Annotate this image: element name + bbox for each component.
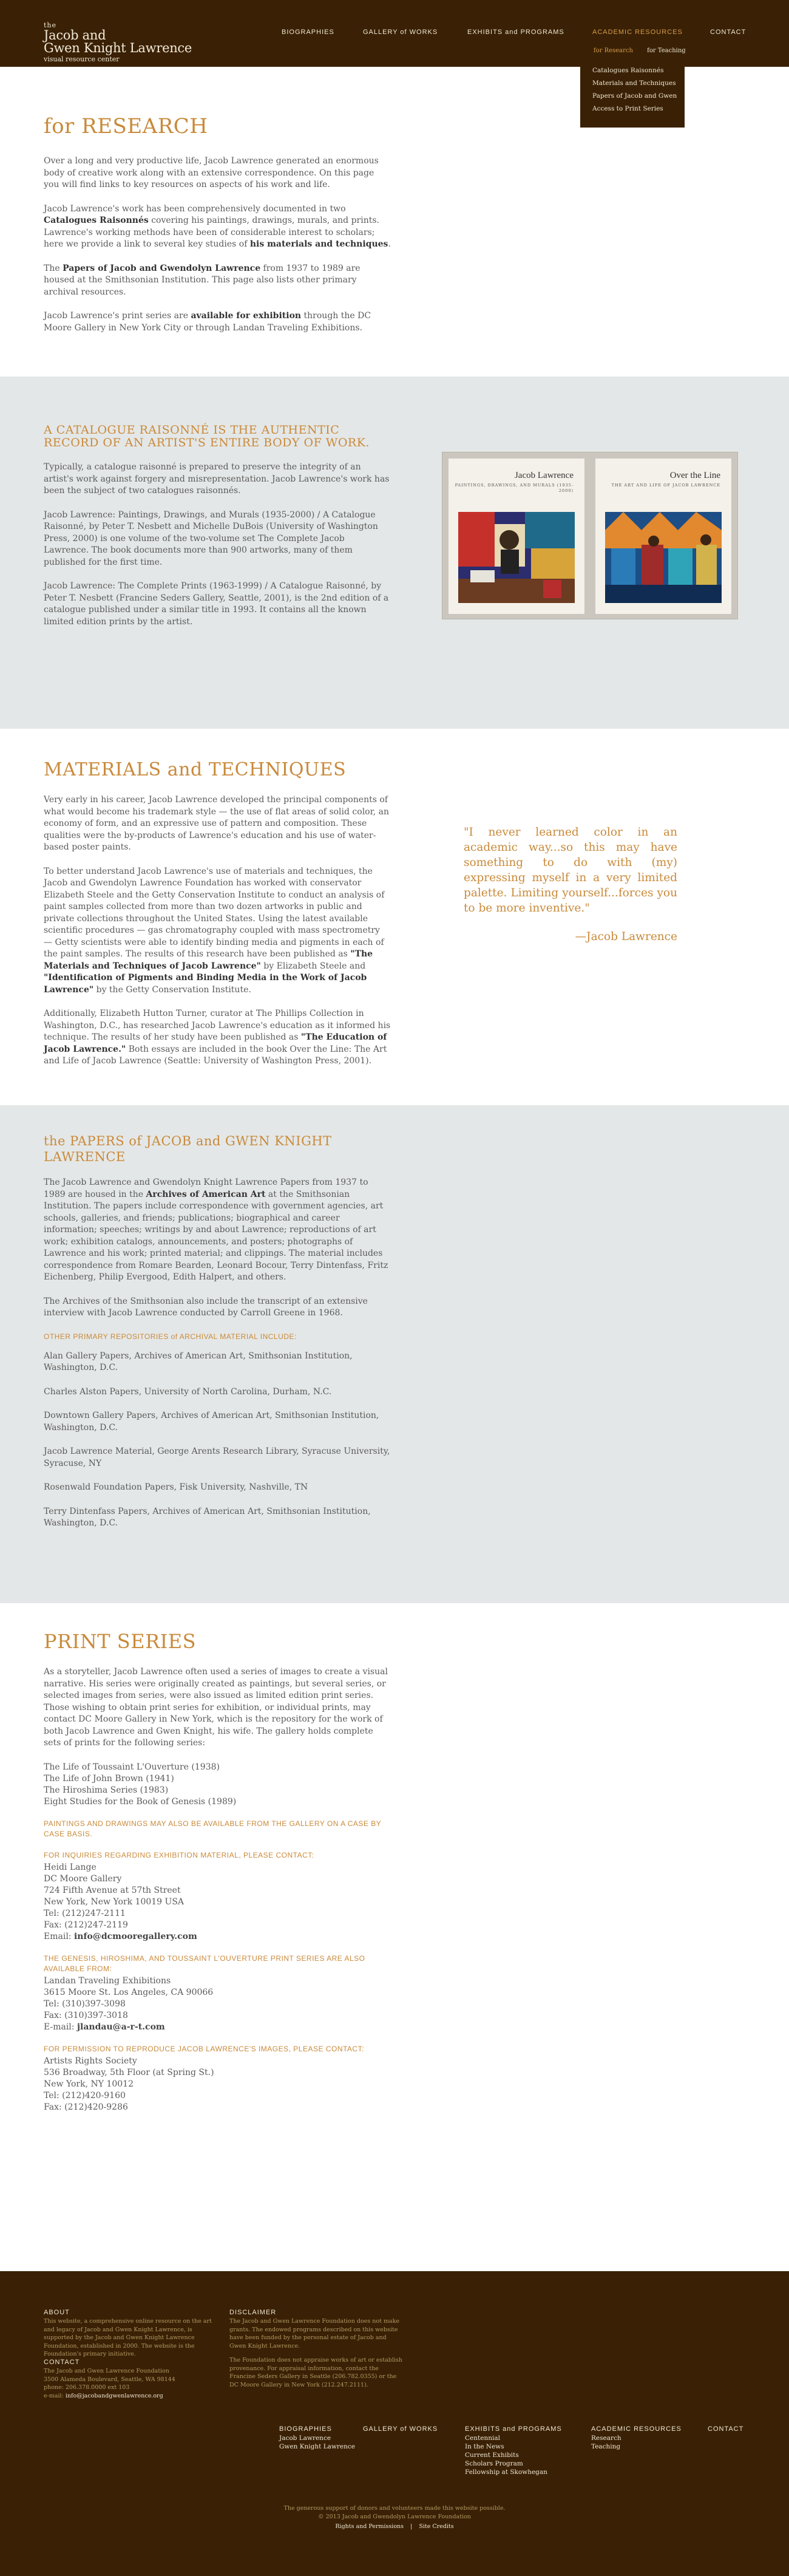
contact2-line: Landan Traveling Exhibitions	[44, 1975, 171, 1986]
footer-link[interactable]: Teaching	[591, 2443, 621, 2450]
contact1-line: Heidi Lange	[44, 1862, 97, 1872]
nav-academic-resources[interactable]: ACADEMIC RESOURCES	[592, 29, 683, 36]
subnav-for-teaching[interactable]: for Teaching	[647, 47, 686, 54]
dropdown-catalogues[interactable]: Catalogues Raisonnés	[592, 67, 664, 74]
contact2-email: E-mail: jlandau@a-r-t.com	[44, 2022, 165, 2032]
repository-item: Charles Alston Papers, University of North Carolina, Durham, N.C.	[44, 1386, 332, 1397]
catalogue-title: A CATALOGUE RAISONNÉ IS THE AUTHENTIC RECORD OF AN ARTIST'S ENTIRE BODY OF WORK.	[44, 423, 370, 449]
footer-about-text: This website, a comprehensive online resource on the art and legacy of Jacob and Gwen Knight Lawrence, is supported by the Jacob and Gwen Knight Lawrence Foundation, established in 2000. The website is the Foundation's primary initiative.	[44, 2318, 212, 2357]
footer-legal-links	[0, 2523, 789, 2531]
repositories-heading: OTHER PRIMARY REPOSITORIES of ARCHIVAL MATERIAL INCLUDE:	[44, 1332, 297, 1341]
materials-p3: Additionally, Elizabeth Hutton Turner, curator at The Phillips Collection in Washington, D.C., has researched Jacob Lawrence's education as it informed his technique. The results of her study have been published as "The Education of Jacob Lawrence." Both essays are included in the book Over the Line: The Art and Life of Jacob Lawrence (Seattle: University of Washington Press, 2001).	[44, 1009, 391, 1066]
prints-title: PRINT SERIES	[44, 1630, 197, 1653]
book-jacob-lawrence	[449, 458, 584, 614]
link-available-for-exhibition[interactable]: available for exhibition	[191, 311, 302, 321]
link-materials-techniques[interactable]: his materials and techniques	[249, 239, 388, 249]
research-p2: Jacob Lawrence's work has been comprehensively documented in two Catalogues Raisonnés covering his paintings, drawings, murals, and prints. Lawrence's working methods have been of considerable interest to scholars; here we provide a link to several key studies of his materials and techniques.	[44, 203, 391, 249]
contact3-heading: FOR PERMISSION TO REPRODUCE JACOB LAWRENCE'S IMAGES, PLEASE CONTACT:	[44, 2044, 364, 2053]
papers-title: the PAPERS of JACOB and GWEN KNIGHT LAWRENCE	[44, 1134, 332, 1164]
footer-link[interactable]: Scholars Program	[465, 2460, 523, 2467]
dropdown-materials[interactable]: Materials and Techniques	[592, 80, 676, 87]
dropdown-papers[interactable]: Papers of Jacob and Gwen	[592, 92, 677, 100]
repository-item: Jacob Lawrence Material, George Arents Research Library, Syracuse University, Syracuse, NY	[44, 1446, 390, 1468]
footer-about-heading: ABOUT	[44, 2309, 70, 2316]
footer-contact-text: The Jacob and Gwen Lawrence Foundation 3500 Alameda Boulevard, Seattle, WA 98144 phone: 206.378.0000 ext 103 e-mail: info@jacobandgwenlawrence.org	[44, 2368, 175, 2399]
materials-p2: To better understand Jacob Lawrence's use of materials and techniques, the Jacob and Gwendolyn Lawrence Foundation has worked with conservator Elizabeth Steele and the Getty Conservation Institute to conduct an analysis of paint samples collected from more than two dozen artworks in public and private collections throughout the United States. Using the latest available scientific procedures — gas chromatography coupled with mass spectrometry — Getty scientists were able to identify binding media and pigments in each of the paint samples. The results of this research have been published as "The Materials and Techniques of Jacob Lawrence" by Elizabeth Steele and "Identification of Pigments and Binding Media in the Work of Jacob Lawrence" by the Getty Conservation Institute.	[44, 866, 385, 995]
series-item: The Hiroshima Series (1983)	[44, 1785, 169, 1795]
book1-cover-art	[458, 512, 575, 603]
contact1-line: Tel: (212)247-2111	[44, 1908, 126, 1918]
contact1-line: Fax: (212)247-2119	[44, 1920, 128, 1930]
series-list	[44, 1762, 391, 1808]
footer-disclaimer-1: The Jacob and Gwen Lawrence Foundation does not make grants. The endowed programs described on this website have been funded by the personal estate of Jacob and Gwen Knight Lawrence.	[229, 2318, 399, 2349]
footer-link[interactable]: Research	[591, 2435, 621, 2442]
footer-link[interactable]: In the News	[465, 2443, 504, 2450]
papers-p2: The Archives of the Smithsonian also include the transcript of an extensive interview with Jacob Lawrence conducted by Carroll Greene in 1968.	[44, 1296, 368, 1318]
prints-note: PAINTINGS AND DRAWINGS MAY ALSO BE AVAILABLE FROM THE GALLERY ON A CASE BY CASE BASIS.	[44, 1819, 382, 1838]
contact3-line: New York, NY 10012	[44, 2079, 134, 2089]
catalogue-books-image	[442, 452, 738, 619]
repository-item: Downtown Gallery Papers, Archives of American Art, Smithsonian Institution, Washington, D.C.	[44, 1411, 379, 1433]
footer-exhibits-list	[465, 2434, 547, 2476]
footer-academic-list	[591, 2434, 621, 2451]
section-catalogue-raisonne	[0, 377, 789, 729]
logo-line-jacob: Jacob and	[44, 28, 106, 43]
contact1-line: DC Moore Gallery	[44, 1873, 122, 1884]
contact2-block	[44, 1975, 391, 2033]
catalogue-p3: Jacob Lawrence: The Complete Prints (1963-1999) / A Catalogue Raisonné, by Peter T. Nesbett (Francine Seders Gallery, Seattle, 2001), is the 2nd edition of a catalogue published under a similar title in 1993. It contains all the known limited edition prints by the artist.	[44, 581, 389, 627]
footer-contact-heading: CONTACT	[44, 2359, 80, 2366]
contact1-line: 724 Fifth Avenue at 57th Street	[44, 1885, 181, 1895]
footer-email-link[interactable]: info@jacobandgwenlawrence.org	[65, 2392, 163, 2399]
research-dropdown	[580, 60, 685, 128]
link-archives-american-art[interactable]: Archives of American Art	[146, 1189, 266, 1199]
footer-copyright: © 2013 Jacob and Gwendolyn Lawrence Foundation	[318, 2513, 471, 2520]
link-catalogues-raisonnes[interactable]: Catalogues Raisonnés	[44, 216, 149, 225]
academic-subnav	[594, 47, 698, 54]
contact3-line: Fax: (212)420-9286	[44, 2102, 128, 2112]
logo-line-the: the	[44, 21, 57, 29]
series-item: Eight Studies for the Book of Genesis (1989)	[44, 1796, 237, 1807]
research-p3: The Papers of Jacob and Gwendolyn Lawrence from 1937 to 1989 are housed at the Smithsonian Institution. This page also lists other primary archival resources.	[44, 263, 361, 297]
book2-cover-art	[605, 512, 722, 603]
footer-link[interactable]: Gwen Knight Lawrence	[279, 2443, 356, 2450]
link-papers[interactable]: Papers of Jacob and Gwendolyn Lawrence	[63, 263, 261, 273]
book2-title: Over the Line	[669, 471, 720, 480]
series-item: The Life of John Brown (1941)	[44, 1773, 174, 1784]
book1-subtitle: PAINTINGS, DRAWINGS, AND MURALS (1935-2000)	[455, 483, 574, 493]
contact2-line: Tel: (310)397-3098	[44, 1998, 126, 2009]
section-print-series	[0, 1603, 789, 2271]
nav-exhibits[interactable]: EXHIBITS and PROGRAMS	[467, 29, 564, 36]
subnav-for-research[interactable]: for Research	[594, 47, 633, 54]
footer-disclaimer-heading: DISCLAIMER	[229, 2309, 277, 2316]
research-p1: Over a long and very productive life, Jacob Lawrence generated an enormous body of creative work along with an extensive correspondence. On this page you will find links to key resources on aspects of his work and life.	[44, 156, 379, 189]
contact1-block	[44, 1862, 391, 1943]
section-materials-techniques	[0, 729, 789, 1105]
materials-p1: Very early in his career, Jacob Lawrence developed the principal components of what would become his trademark style — the use of flat areas of solid color, an economy of form, and an expressive use of pattern and composition. These qualities were the by-products of Lawrence's education and his use of water-based poster paints.	[44, 795, 390, 852]
footer-rights-link[interactable]: Rights and Permissions	[335, 2523, 404, 2530]
footer-link[interactable]: Jacob Lawrence	[279, 2435, 331, 2442]
repository-item: Rosenwald Foundation Papers, Fisk University, Nashville, TN	[44, 1482, 308, 1492]
footer-link[interactable]: Fellowship at Skowhegan	[465, 2469, 547, 2476]
papers-p1: The Jacob Lawrence and Gwendolyn Knight Lawrence Papers from 1937 to 1989 are housed in the Archives of American Art at the Smithsonian Institution. The papers include correspondence with government agencies, art schools, galleries, and friends; publications; biographical and career information; speeches; writings by and about Lawrence; reproductions of art work; exhibition catalogs, announcements, and posters; photographs of Lawrence and his work; printed material; and clippings. The material includes correspondence from Romare Bearden, Leonard Bocour, Terry Dintenfass, Fritz Eichenberg, Philip Evergood, Edith Halpert, and others.	[44, 1177, 388, 1282]
contact1-line: New York, New York 10019 USA	[44, 1896, 185, 1907]
footer-nav-biographies[interactable]: BIOGRAPHIES	[279, 2425, 332, 2433]
footer-nav-contact[interactable]: CONTACT	[708, 2425, 744, 2433]
repository-item: Alan Gallery Papers, Archives of American Art, Smithsonian Institution, Washington, D.C.	[44, 1351, 353, 1372]
nav-biographies[interactable]: BIOGRAPHIES	[282, 29, 334, 36]
contact3-line: 536 Broadway, 5th Floor (at Spring St.)	[44, 2067, 214, 2077]
footer-link[interactable]: Centennial	[465, 2435, 500, 2442]
site-header	[0, 0, 789, 112]
site-footer	[0, 2271, 789, 2576]
repository-item: Terry Dintenfass Papers, Archives of American Art, Smithsonian Institution, Washington, D.C.	[44, 1506, 371, 1528]
contact2-line: 3615 Moore St. Los Angeles, CA 90066	[44, 1987, 214, 1997]
footer-nav-academic[interactable]: ACADEMIC RESOURCES	[591, 2425, 682, 2433]
contact3-block	[44, 2056, 391, 2113]
contact1-email-link[interactable]: info@dcmooregallery.com	[73, 1931, 197, 1941]
quote-text: "I never learned color in an academic way...so this may have something to do with (my) expressing myself in a very limited palette. Limiting yourself...forces you to be more inventive."	[464, 826, 677, 915]
footer-link[interactable]: Current Exhibits	[465, 2452, 519, 2459]
catalogue-p2: Jacob Lawrence: Paintings, Drawings, and Murals (1935-2000) / A Catalogue Raisonné, by Peter T. Nesbett and Michelle DuBois (University of Washington Press, 2000) is one volume of the two-volume set The Complete Jacob Lawrence. The book documents more than 900 artworks, many of them published for the first time.	[44, 509, 378, 567]
book2-subtitle: THE ART AND LIFE OF JACOB LAWRENCE	[611, 483, 720, 488]
nav-contact[interactable]: CONTACT	[710, 29, 747, 36]
contact3-line: Tel: (212)420-9160	[44, 2090, 126, 2101]
footer-disclaimer-2: The Foundation does not appraise works of art or establish provenance. For appraisal information, contact the Francine Seders Gallery in Seattle (206.782.0355) or the DC Moore Gallery in New York (212.247.2111).	[229, 2357, 402, 2388]
contact3-line: Artists Rights Society	[44, 2056, 137, 2066]
contact2-heading: THE GENESIS, HIROSHIMA, AND TOUSSAINT L'OUVERTURE PRINT SERIES ARE ALSO AVAILABLE FROM:	[44, 1954, 365, 1973]
lawrence-quote	[464, 825, 677, 944]
research-p4: Jacob Lawrence's print series are available for exhibition through the DC Moore Gallery in New York City or through Landan Traveling Exhibitions.	[44, 311, 371, 333]
contact2-line: Fax: (310)397-3018	[44, 2010, 128, 2020]
footer-separator: |	[410, 2523, 413, 2530]
footer-credits-link[interactable]: Site Credits	[419, 2523, 454, 2530]
link-pigments-essay[interactable]: "Identification of Pigments and Binding Media in the Work of Jacob Lawrence"	[44, 973, 367, 995]
section-papers	[0, 1105, 789, 1603]
logo-line-gwen: Gwen Knight Lawrence	[44, 41, 192, 55]
quote-attribution: —Jacob Lawrence	[575, 930, 677, 943]
site-logo[interactable]	[44, 22, 192, 63]
prints-p1: As a storyteller, Jacob Lawrence often used a series of images to create a visual narrative. His series were originally created as paintings, but several series, or selected images from series, were also issued as limited edition print series. Those wishing to obtain print series for exhibition, or individual prints, may contact DC Moore Gallery in New York, which is the repository for the work of both Jacob Lawrence and Gwen Knight, his wife. The gallery holds complete sets of prints for the following series:	[44, 1667, 388, 1748]
contact1-heading: FOR INQUIRIES REGARDING EXHIBITION MATERIAL, PLEASE CONTACT:	[44, 1850, 314, 1859]
research-title: for RESEARCH	[44, 114, 208, 138]
book-over-the-line	[595, 458, 731, 614]
footer-nav-gallery[interactable]: GALLERY of WORKS	[363, 2425, 438, 2433]
link-materials-essay[interactable]: "The Materials and Techniques of Jacob Lawrence"	[44, 949, 373, 971]
materials-title: MATERIALS and TECHNIQUES	[44, 759, 347, 780]
contact2-email-link[interactable]: jlandau@a-r-t.com	[76, 2022, 165, 2032]
footer-biographies-list	[279, 2434, 355, 2451]
book1-title: Jacob Lawrence	[514, 471, 574, 480]
footer-support-note: The generous support of donors and volunteers made this website possible.	[283, 2505, 506, 2512]
series-item: The Life of Toussaint L'Ouverture (1938)	[44, 1762, 220, 1772]
logo-line-vrc: visual resource center	[44, 55, 120, 63]
link-education-essay[interactable]: "The Education of Jacob Lawrence."	[44, 1032, 387, 1054]
catalogue-p1: Typically, a catalogue raisonné is prepared to preserve the integrity of an artist's work against forgery and misrepresentation. Jacob Lawrence's work has been the subject of two catalogues raisonnés.	[44, 462, 390, 496]
footer-nav-exhibits[interactable]: EXHIBITS and PROGRAMS	[465, 2425, 562, 2433]
nav-gallery[interactable]: GALLERY of WORKS	[363, 29, 438, 36]
contact1-email: Email: info@dcmooregallery.com	[44, 1931, 197, 1941]
dropdown-print-series[interactable]: Access to Print Series	[592, 105, 663, 112]
